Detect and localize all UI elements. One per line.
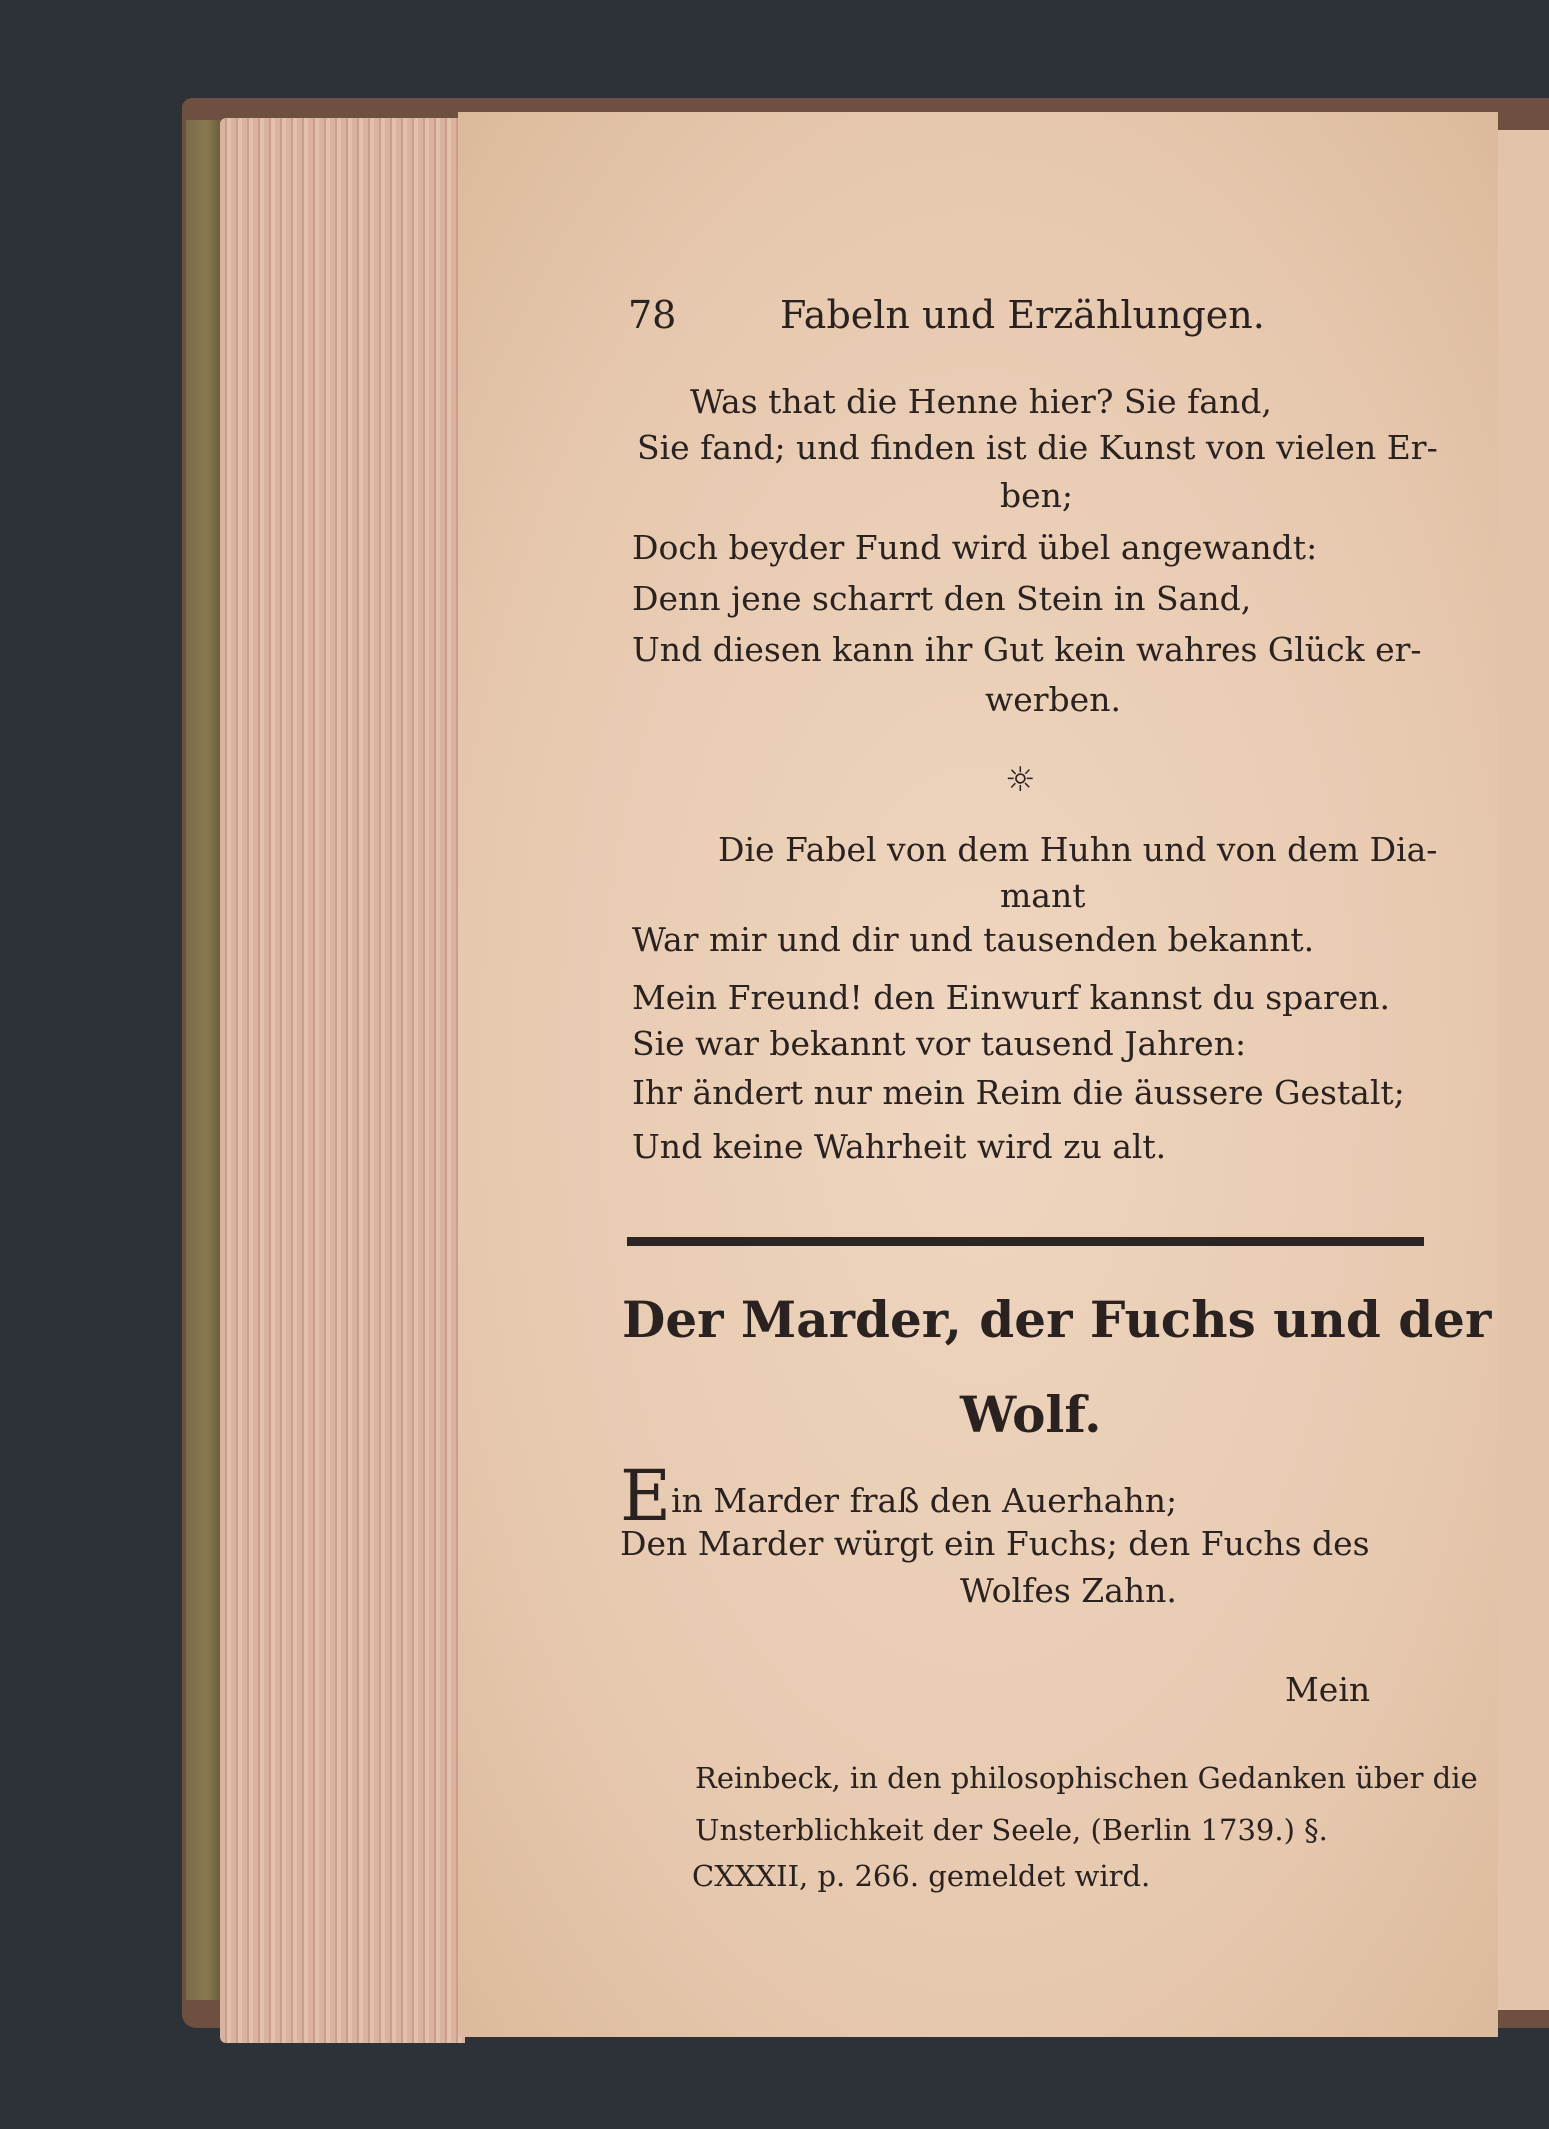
section-divider bbox=[627, 1237, 1424, 1246]
catchword: Mein bbox=[1285, 1670, 1371, 1709]
poem-line: ben; bbox=[1000, 476, 1074, 515]
poem-line: werben. bbox=[985, 680, 1121, 719]
facing-page-edge bbox=[1496, 130, 1549, 2010]
footnote-line: CXXXII, p. 266. gemeldet wird. bbox=[692, 1859, 1151, 1893]
page-edges bbox=[220, 118, 465, 2043]
drop-cap: E bbox=[620, 1455, 672, 1537]
footnote-line: Reinbeck, in den philosophischen Gedanken über die bbox=[695, 1761, 1478, 1795]
poem-line: mant bbox=[1000, 876, 1086, 915]
section-title: Wolf. bbox=[960, 1385, 1102, 1444]
poem-line: Ihr ändert nur mein Reim die äussere Gestalt; bbox=[632, 1073, 1405, 1112]
poem-line: Wolfes Zahn. bbox=[960, 1571, 1177, 1610]
poem-line: Mein Freund! den Einwurf kannst du sparen. bbox=[632, 978, 1390, 1017]
poem-line: Denn jene scharrt den Stein in Sand, bbox=[632, 579, 1252, 618]
poem-line: War mir und dir und tausenden bekannt. bbox=[632, 920, 1315, 959]
poem-line: Was that die Henne hier? Sie fand, bbox=[690, 382, 1272, 421]
page-number: 78 bbox=[628, 293, 677, 337]
poem-line: Und diesen kann ihr Gut kein wahres Glück er- bbox=[632, 630, 1422, 669]
footnote-line: Unsterblichkeit der Seele, (Berlin 1739.) §. bbox=[695, 1813, 1328, 1847]
poem-line: Sie war bekannt vor tausend Jahren: bbox=[632, 1024, 1247, 1063]
poem-line: Sie fand; und finden ist die Kunst von vielen Er- bbox=[637, 428, 1438, 467]
section-title: Der Marder, der Fuchs und der bbox=[622, 1290, 1492, 1349]
running-title: Fabeln und Erzählungen. bbox=[780, 293, 1265, 337]
poem-line: Doch beyder Fund wird übel angewandt: bbox=[632, 528, 1318, 567]
poem-line: Und keine Wahrheit wird zu alt. bbox=[632, 1127, 1167, 1166]
ornament-icon: ☼ bbox=[1005, 760, 1036, 800]
poem-line: Den Marder würgt ein Fuchs; den Fuchs des bbox=[620, 1524, 1370, 1563]
poem-line-text: in Marder fraß den Auerhahn; bbox=[671, 1481, 1178, 1520]
poem-line: Die Fabel von dem Huhn und von dem Dia- bbox=[718, 830, 1438, 869]
poem-line bbox=[620, 1455, 1178, 1537]
